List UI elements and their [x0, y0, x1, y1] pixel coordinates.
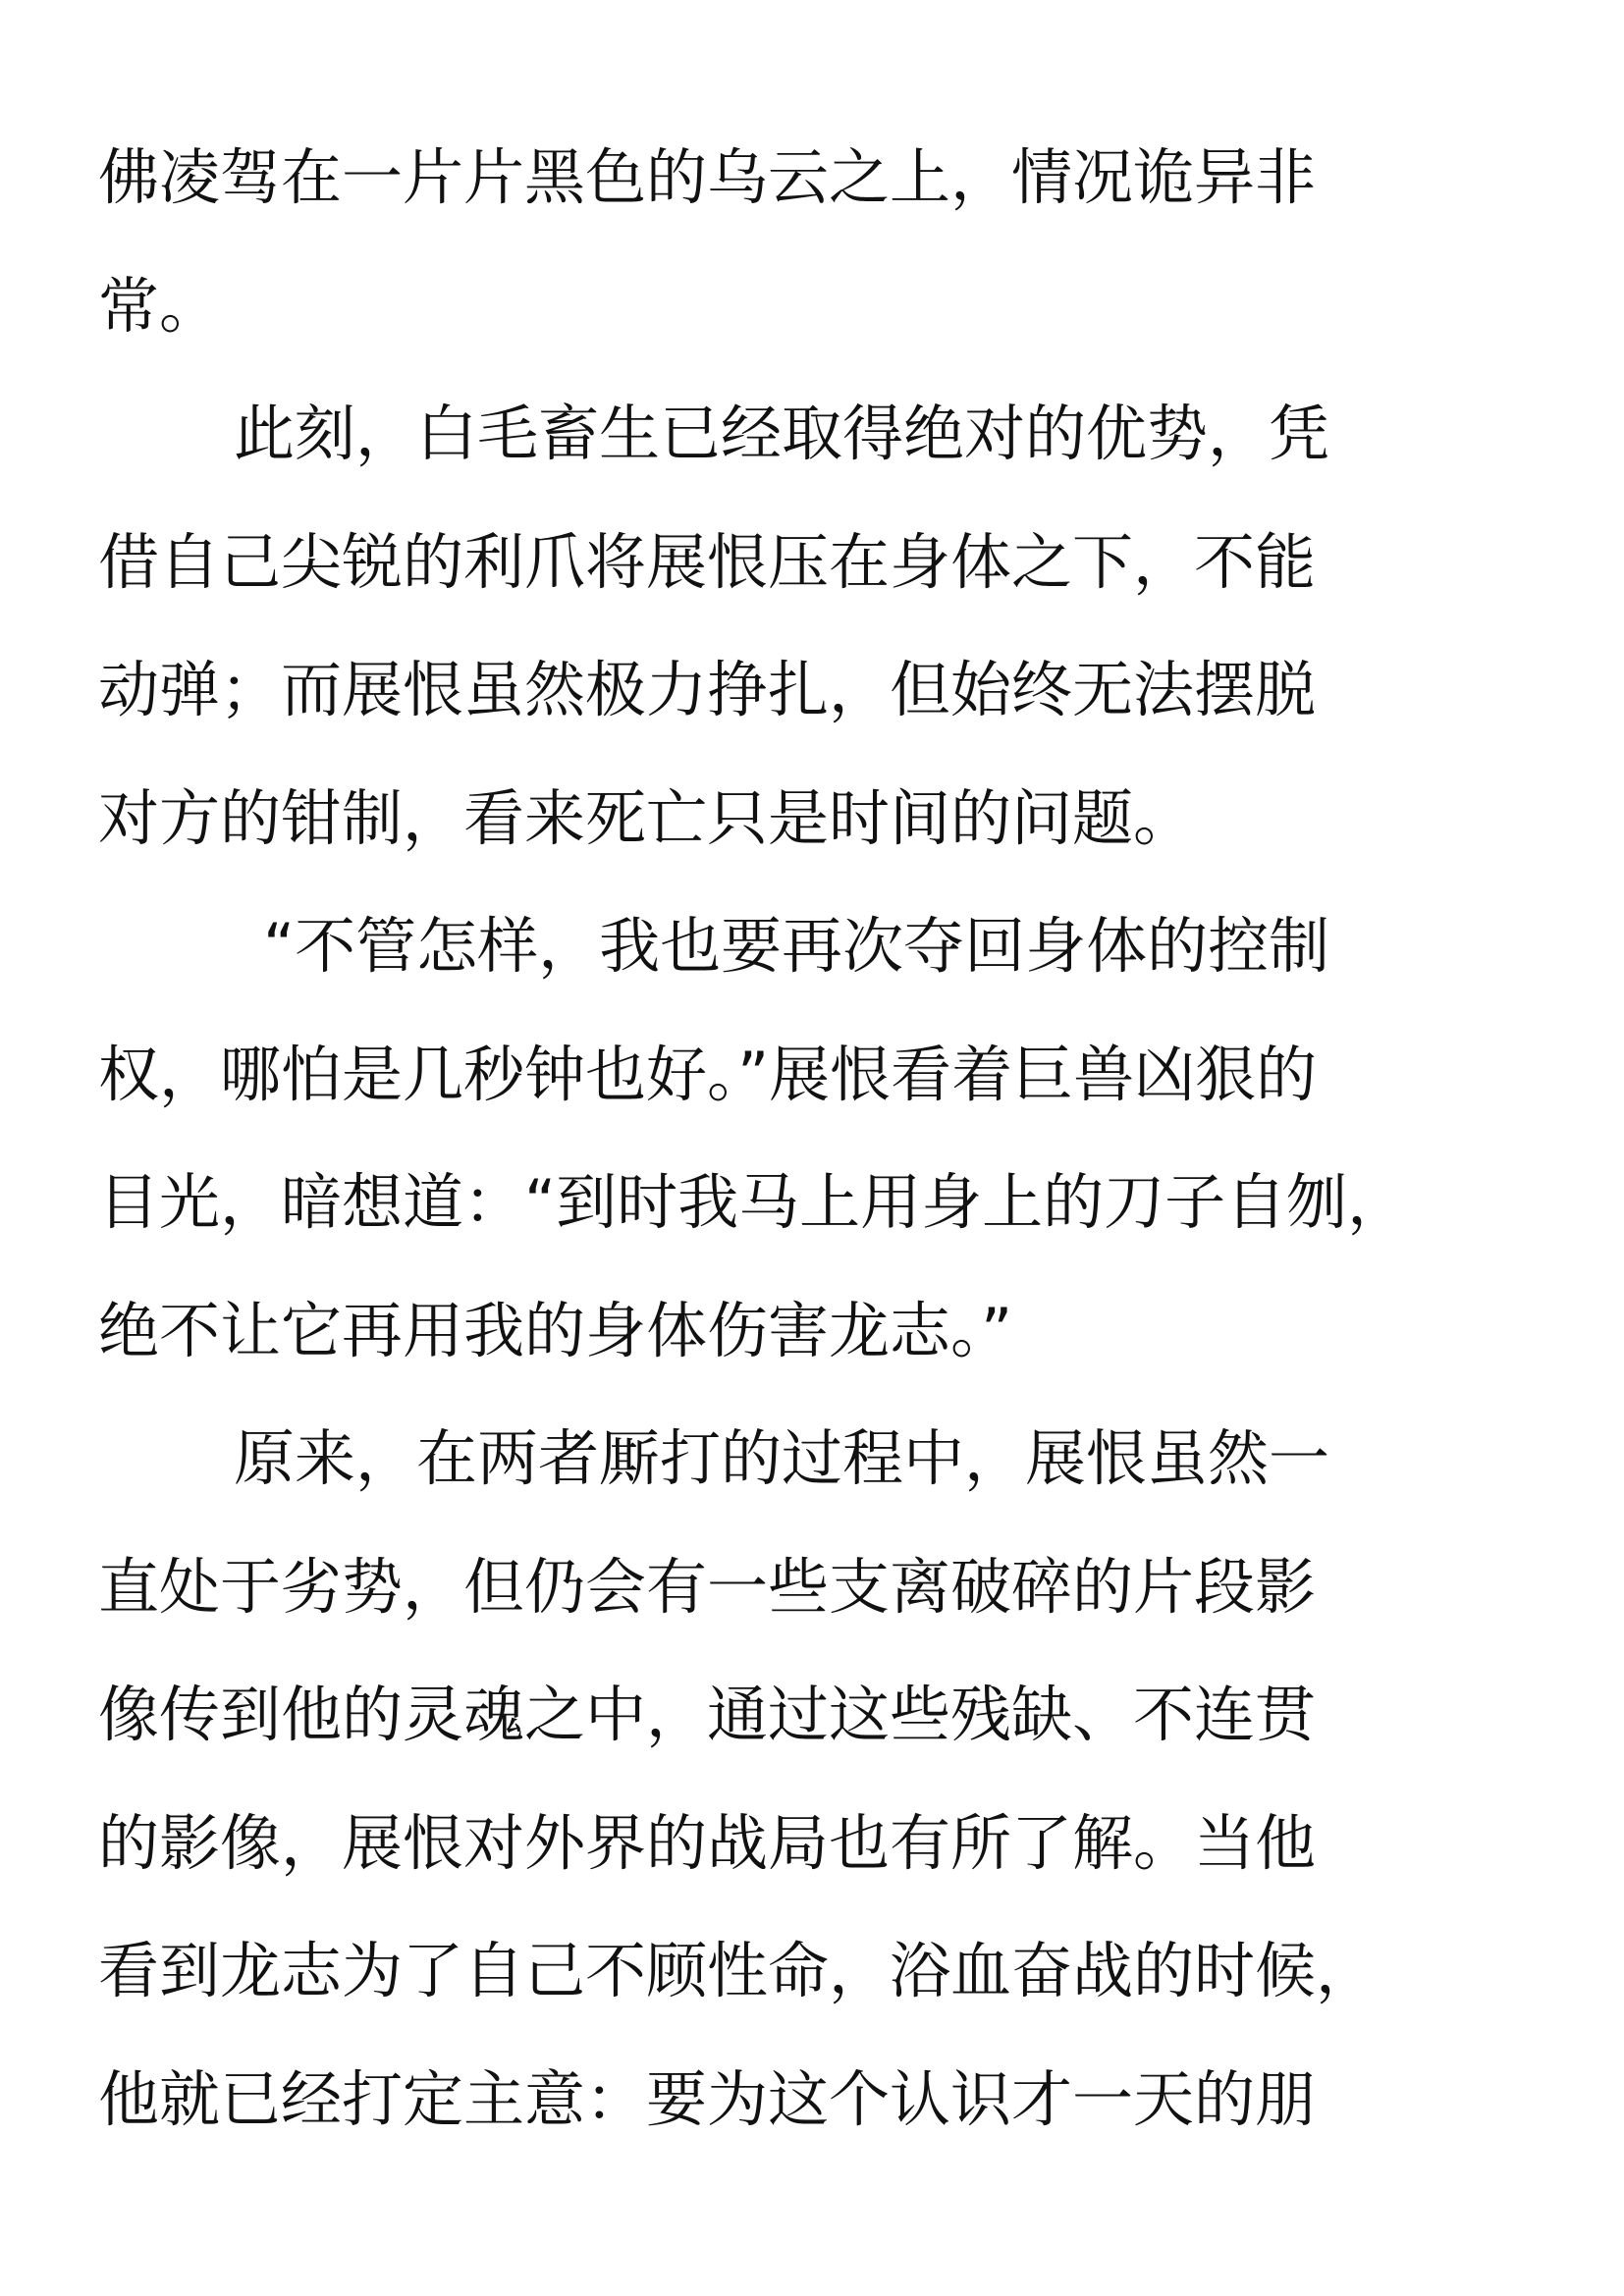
- text-line: 像传到他的灵魂之中，通过这些残缺、不连贯: [98, 1679, 1317, 1750]
- text-line: 借自己尖锐的利爪将展恨压在身体之下，不能: [98, 525, 1317, 598]
- paragraph-start-line: “不管怎样，我也要再次夺回身体的控制: [263, 910, 1330, 982]
- text-line: 目光，暗想道：“到时我马上用身上的刀子自刎，: [98, 1166, 1409, 1238]
- text-line: 动弹；而展恨虽然极力挣扎，但始终无法摆脱: [98, 654, 1317, 725]
- text-line: 直处于劣势，但仍会有一些支离破碎的片段影: [98, 1550, 1317, 1623]
- text-line: 佛凌驾在一片片黑色的乌云之上，情况诡异非: [98, 141, 1317, 213]
- text-line: 权，哪怕是几秒钟也好。”展恨看着巨兽凶狠的: [98, 1038, 1318, 1110]
- text-line: 常。: [98, 269, 221, 342]
- text-line: 看到龙志为了自己不顾性命，浴血奋战的时候，: [98, 1935, 1378, 2006]
- paragraph-start-line: 此刻，白毛畜生已经取得绝对的优势，凭: [234, 398, 1330, 469]
- text-line: 对方的钳制，看来死亡只是时间的问题。: [98, 781, 1195, 854]
- text-line: 绝不让它再用我的身体伤害龙志。”: [98, 1294, 1013, 1366]
- text-line: 他就已经打定主意：要为这个认识才一天的朋: [98, 2062, 1317, 2135]
- body-text: [98, 114, 1532, 2163]
- paragraph-start-line: 原来，在两者厮打的过程中，展恨虽然一: [234, 1422, 1330, 1494]
- text-line: 的影像，展恨对外界的战局也有所了解。当他: [98, 1806, 1317, 1879]
